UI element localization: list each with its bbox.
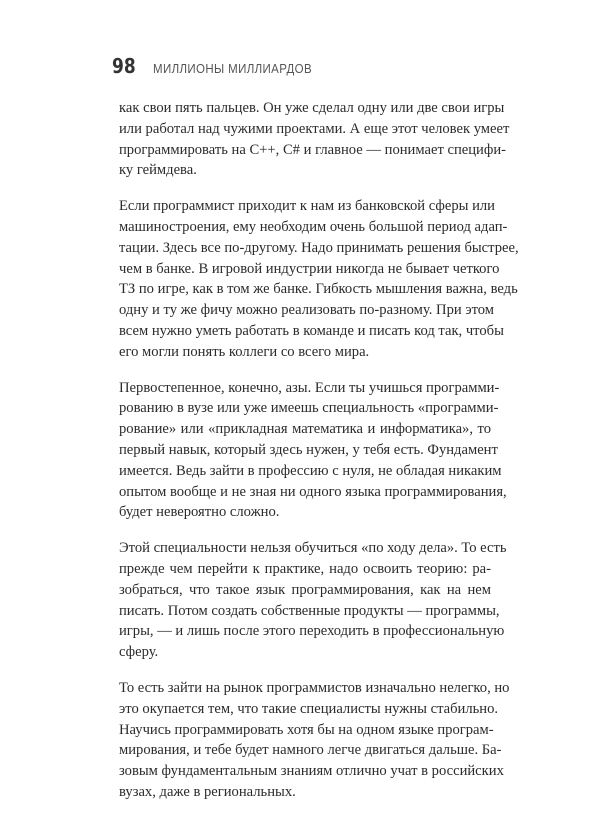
text-line: Первостепенное, конечно, азы. Если ты учишься программи- (119, 379, 500, 396)
paragraph-5 (119, 678, 510, 803)
text-line: всем нужно уметь работать в команде и писать код так, чтобы (119, 322, 504, 339)
text-line: как свои пять пальцев. Он уже сделал одну или две свои игры (119, 100, 505, 116)
text-line: рование» или «прикладная математика и информатика», то (119, 421, 491, 438)
text-line: это окупается тем, что такие специалисты нужны стабильно. (119, 700, 499, 717)
text-line: ку геймдева. (119, 162, 197, 179)
paragraph-2 (119, 196, 519, 362)
paragraph-4 (119, 538, 507, 663)
text-line: То есть зайти на рынок программистов изначально нелегко, но (119, 679, 510, 696)
body-text (119, 98, 519, 818)
text-line: одну и ту же фичу можно реализовать по-разному. При этом (119, 302, 495, 319)
text-line: первый навык, который здесь нужен, у тебя есть. Фундамент (119, 441, 498, 458)
text-line: рованию в вузе или уже имеешь специальность «программи- (119, 400, 499, 417)
text-line: Научись программировать хотя бы на одном языке програм- (119, 721, 494, 738)
text-line: Этой специальности нельзя обучиться «по ходу дела». То есть (119, 540, 507, 557)
text-line: ТЗ по игре, как в том же банке. Гибкость мышления важна, ведь (119, 281, 518, 298)
text-line: тации. Здесь все по-другому. Надо принимать решения быстрее, (119, 239, 519, 256)
text-line: зобраться, что такое язык программирования, как на нем (119, 581, 491, 598)
text-line: писать. Потом создать собственные продукты — программы, (119, 602, 500, 619)
text-line: зовым фундаментальным знаниям отлично учат в российских (119, 763, 504, 780)
text-line: игры, — и лишь после этого переходить в профессиональную (119, 623, 505, 640)
text-line: Если программист приходит к нам из банковской сферы или (119, 198, 495, 215)
text-line: опытом вообще и не зная ни одного языка программирования, (119, 483, 507, 500)
text-line: прежде чем перейти к практике, надо освоить теорию: ра- (119, 560, 491, 577)
text-line: будет невероятно сложно. (119, 504, 280, 521)
text-line: вузах, даже в региональных. (119, 783, 296, 800)
paragraph-1 (119, 98, 510, 181)
text-line: имеется. Ведь зайти в профессию с нуля, не обладая никаким (119, 462, 502, 479)
text-line: машиностроения, ему необходим очень большой период адап- (119, 218, 508, 235)
text-line: или работал над чужими проектами. А еще этот человек умеет (119, 120, 510, 137)
text-line: сферу. (119, 644, 159, 661)
running-head (112, 54, 326, 78)
paragraph-3 (119, 378, 507, 524)
text-line: его могли понять коллеги со всего мира. (119, 343, 370, 360)
book-title: МИЛЛИОНЫ МИЛЛИАРДОВ (153, 62, 313, 76)
page-number: 98 (112, 54, 136, 78)
text-line: чем в банке. В игровой индустрии никогда не бывает четкого (119, 260, 500, 277)
text-line: программировать на С++, С# и главное — понимает специфи- (119, 141, 506, 158)
text-line: мирования, и тебе будет намного легче двигаться дальше. Ба- (119, 742, 502, 759)
